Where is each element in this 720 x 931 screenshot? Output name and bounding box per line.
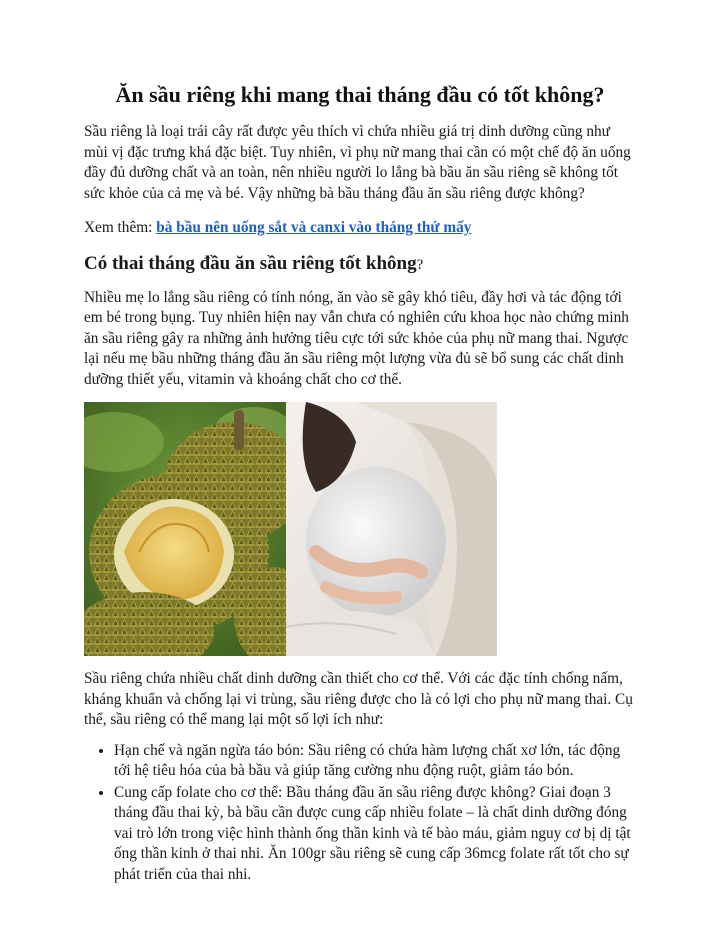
- paragraph-2: Nhiều mẹ lo lắng sầu riêng có tính nóng, ăn vào sẽ gây khó tiêu, đầy hơi và tác động tới em bé trong bụng. Tuy nhiên hiện nay vẫn chưa có nghiên cứu khoa học nào chứng minh ăn sầu riêng gây ra những ảnh hưởng tiêu cực tới sức khỏe của phụ nữ mang thai. Ngược lại nếu mẹ bầu những tháng đầu ăn sầu riêng một lượng vừa đủ sẽ bổ sung các chất dinh dưỡng thiết yếu, vitamin và khoáng chất cho cơ thể.: [84, 288, 629, 388]
- intro-paragraph: Sầu riêng là loại trái cây rất được yêu thích vì chứa nhiều giá trị dinh dưỡng cũng như mùi vị đặc trưng khá đặc biệt. Tuy nhiên, vì phụ nữ mang thai cần có một chế độ ăn uống đầy đủ dưỡng chất và an toàn, nên nhiều người lo lắng bà bầu ăn sầu riêng sẽ không tốt sức khỏe của cả mẹ và bé. Vậy những bà bầu tháng đầu ăn sầu riêng được không?: [84, 123, 631, 202]
- section-heading: [84, 251, 636, 278]
- document-page: [84, 80, 636, 885]
- durian-image: [84, 402, 286, 656]
- durian-illustration: [84, 402, 286, 656]
- pregnant-woman-image: [286, 402, 497, 656]
- see-also-link[interactable]: bà bầu nên uống sắt và canxi vào tháng thứ mấy: [156, 219, 472, 236]
- list-item: • Cung cấp folate cho cơ thể: Bầu tháng đầu ăn sầu riêng được không? Giai đoạn 3 tháng đầu thai kỳ, bà bầu cần được cung cấp nhiều folate – là chất dinh dưỡng đóng vai trò lớn trong việc hình thành ống thần kinh và tế bào máu, giảm nguy cơ bị dị tật ống thần kinh ở thai nhi. Ăn 100gr sầu riêng sẽ cung cấp 36mcg folate rất tốt cho sự phát triển của thai nhi.: [114, 783, 636, 886]
- see-also-line: [84, 218, 636, 239]
- article-title: Ăn sầu riêng khi mang thai tháng đầu có tốt không?: [115, 82, 605, 107]
- pregnant-woman-illustration: [286, 402, 497, 656]
- section-heading-mark: ?: [416, 256, 424, 273]
- paragraph-3: Sầu riêng chứa nhiều chất dinh dưỡng cần thiết cho cơ thể. Với các đặc tính chống nấm, kháng khuẩn và chống lại vi trùng, sầu riêng được cho là có lợi cho phụ nữ mang thai. Cụ thể, sầu riêng có thể mang lại một số lợi ích như:: [84, 670, 633, 728]
- article-images: [84, 402, 636, 656]
- see-also-prefix: Xem thêm:: [84, 219, 157, 236]
- section-heading-text: Có thai tháng đầu ăn sầu riêng tốt không: [84, 252, 417, 274]
- list-item: • Hạn chế và ngăn ngừa táo bón: Sầu riêng có chứa hàm lượng chất xơ lớn, tác động tới hệ tiêu hóa của bà bầu và giúp tăng cường nhu động ruột, giảm táo bón.: [114, 741, 636, 782]
- benefits-list: [84, 741, 636, 886]
